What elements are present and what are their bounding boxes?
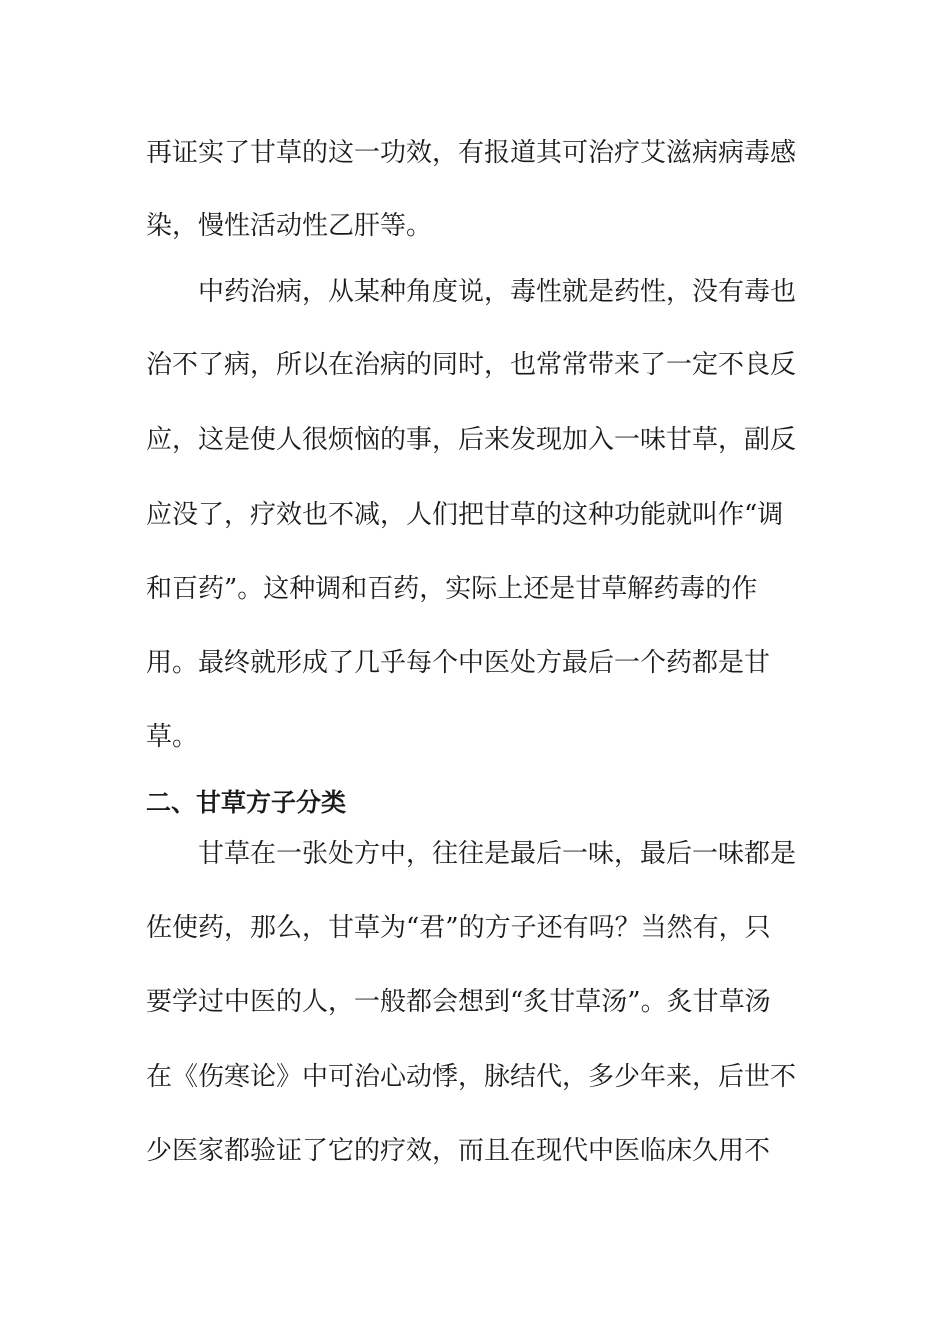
paragraph-2-line-6: 用。最终就形成了几乎每个中医处方最后一个药都是甘	[146, 648, 771, 678]
section-heading: 二、甘草方子分类	[146, 788, 347, 817]
paragraph-2-line-4: 应没了，疗效也不减，人们把甘草的这种功能就叫作“调	[146, 500, 784, 530]
paragraph-2-line-2: 治不了病，所以在治病的同时，也常常带来了一定不良反	[146, 350, 797, 380]
paragraph-3-line-1: 甘草在一张处方中，往往是最后一味，最后一味都是	[198, 839, 797, 869]
paragraph-3-line-5: 少医家都验证了它的疗效，而且在现代中医临床久用不	[146, 1136, 771, 1166]
paragraph-3-line-2: 佐使药，那么，甘草为“君”的方子还有吗？当然有，只	[146, 913, 771, 943]
paragraph-1-line-2: 染，慢性活动性乙肝等。	[146, 211, 433, 241]
paragraph-2-line-7: 草。	[146, 722, 199, 752]
paragraph-2-line-1: 中药治病，从某种角度说，毒性就是药性，没有毒也	[198, 277, 797, 307]
paragraph-2-line-5: 和百药”。这种调和百药，实际上还是甘草解药毒的作	[146, 574, 758, 604]
paragraph-3-line-3: 要学过中医的人，一般都会想到“炙甘草汤”。炙甘草汤	[146, 987, 771, 1017]
paragraph-3-line-4: 在《伤寒论》中可治心动悸，脉结代，多少年来，后世不	[146, 1062, 797, 1092]
paragraph-1-line-1: 再证实了甘草的这一功效，有报道其可治疗艾滋病病毒感	[146, 138, 797, 168]
paragraph-2-line-3: 应，这是使人很烦恼的事，后来发现加入一味甘草，副反	[146, 425, 797, 455]
